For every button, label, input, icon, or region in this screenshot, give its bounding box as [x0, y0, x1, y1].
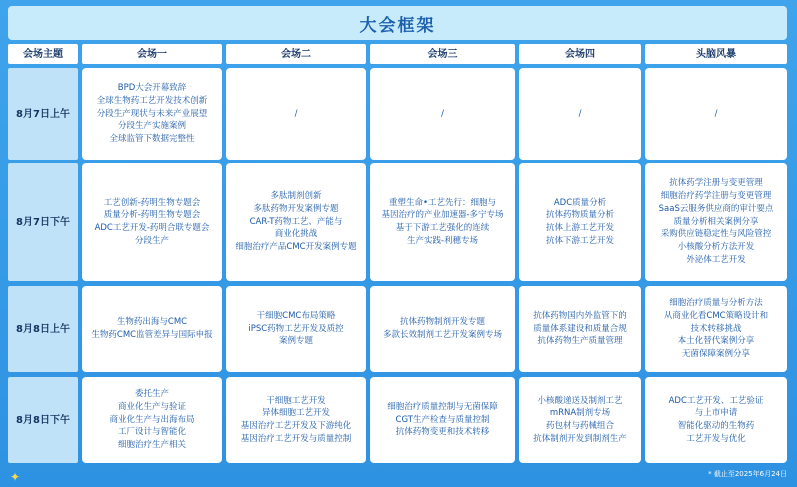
session-item: 抗体药物国内外监管下的 [533, 310, 627, 321]
row-label: 8月8日下午 [8, 377, 78, 463]
sparkle-icon: ✦ [10, 470, 21, 484]
session-cell [645, 163, 787, 281]
session-item: 质量分析相关案例分享 [673, 216, 759, 227]
session-item: 技术转移挑战 [690, 323, 742, 334]
session-cell [226, 377, 366, 463]
page-title: 大会框架 [8, 6, 787, 40]
session-item: 细胞治疗质量控制与无菌保障 [387, 401, 498, 412]
session-cell [645, 286, 787, 372]
session-cell [82, 377, 222, 463]
session-item: 工艺创新-药明生物专题会 [103, 197, 201, 208]
session-item: ADC工艺开发-药明合联专题会 [94, 223, 210, 233]
session-item: 抗体上游工艺开发 [545, 223, 614, 233]
session-item: 细胞治疗药学注册与变更管理 [660, 191, 772, 202]
session-item: 从商业化看CMC策略设计和 [663, 310, 769, 321]
session-item: 小核酸分析方法开发 [677, 242, 755, 253]
session-item: 本土化替代案例分享 [677, 336, 755, 347]
session-cell [519, 163, 641, 281]
session-item: BPD大会开幕致辞 [117, 83, 187, 94]
session-item: 分段生产 [134, 235, 169, 246]
header-theme: 会场主题 [8, 44, 78, 64]
session-item: ADC工艺开发、工艺验证 [668, 395, 764, 406]
session-item: 分段生产现状与未来产业展望 [96, 108, 208, 119]
session-item: 抗体制剂开发到制剂生产 [533, 433, 627, 444]
header-column-3: 会场三 [370, 44, 515, 64]
session-item: 与上市申请 [694, 408, 738, 419]
session-item: iPSC药物工艺开发及质控 [248, 323, 344, 334]
session-cell [370, 163, 515, 281]
session-item: 分段生产实施案例 [117, 121, 186, 132]
session-item: 抗体药物生产质量管理 [537, 336, 623, 347]
session-item: 抗体药物变更和技术转移 [395, 427, 490, 438]
session-item: 抗体药物质量分析 [545, 210, 614, 221]
session-item: / [441, 108, 444, 119]
header-column-2: 会场二 [226, 44, 366, 64]
session-cell [226, 68, 366, 160]
session-item: 商业化生产与验证 [117, 401, 186, 412]
row-label: 8月8日上午 [8, 286, 78, 372]
session-item: 细胞治疗质量与分析方法 [669, 298, 763, 309]
session-item: / [578, 108, 582, 119]
session-item: / [294, 108, 298, 119]
session-item: ADC质量分析 [553, 197, 607, 208]
session-cell [226, 286, 366, 372]
session-cell [370, 286, 515, 372]
session-item: 生物药CMC监管差异与国际申报 [91, 330, 213, 340]
session-item: mRNA制剂专场 [549, 408, 611, 419]
session-item: 重塑生命•工艺先行：细胞与 [388, 197, 496, 208]
row-label: 8月7日下午 [8, 163, 78, 281]
session-cell [519, 377, 641, 463]
session-item: 基因治疗工艺开发与质量控制 [240, 433, 352, 444]
session-item: 细胞治疗生产相关 [117, 440, 186, 451]
header-column-5: 头脑风暴 [645, 44, 787, 64]
session-item: 抗体下游工艺开发 [545, 235, 614, 246]
session-cell [82, 286, 222, 372]
session-item: 商业化生产与出海布局 [109, 414, 195, 425]
session-item: 工艺开发与优化 [686, 433, 746, 444]
session-item: 抗体药物制剂开发专题 [399, 317, 485, 328]
row-label: 8月7日上午 [8, 68, 78, 160]
session-item: 质量分析-药明生物专题会 [103, 210, 201, 221]
session-item: 案例专题 [278, 336, 313, 347]
session-item: 采购供应链稳定性与风险管控 [660, 229, 772, 240]
session-item: 多款长效制剂工艺开发案例专场 [382, 330, 502, 340]
session-item: 多肽制剂创新 [270, 191, 322, 202]
session-item: 基因治疗工艺开发及下游纯化 [240, 421, 352, 431]
session-item: 质量体系建设和质量合规 [533, 323, 627, 334]
session-item: 异体细胞工艺开发 [261, 408, 330, 419]
session-item: CAR-T药物工艺、产能与 [249, 216, 343, 227]
session-item: 生物药出海与CMC [116, 317, 188, 328]
session-item: 工厂设计与智能化 [117, 427, 186, 438]
session-item: 全球生物药工艺开发技术创新 [96, 95, 208, 106]
session-item: 抗体药学注册与变更管理 [669, 178, 763, 189]
session-item: 药包材与药械组合 [545, 421, 614, 431]
session-cell [370, 377, 515, 463]
session-item: 全球监管下数据完整性 [109, 134, 195, 145]
footnote: * 截止至2025年6月24日 [708, 470, 787, 478]
session-item: 干细胞工艺开发 [266, 395, 326, 406]
session-cell [645, 377, 787, 463]
header-column-4: 会场四 [519, 44, 641, 64]
session-item: 细胞治疗产品CMC开发案例专题 [235, 242, 357, 253]
session-cell [82, 163, 222, 281]
session-item: 基因治疗的产业加速器-多宁专场 [381, 210, 504, 221]
session-item: SaaS云服务供应商的审计要点 [658, 203, 774, 214]
session-cell [370, 68, 515, 160]
session-cell [519, 286, 641, 372]
session-cell [645, 68, 787, 160]
session-cell [226, 163, 366, 281]
session-item: 小核酸递送及制剂工艺 [537, 395, 623, 406]
session-cell [519, 68, 641, 160]
session-item: / [714, 108, 718, 119]
session-item: 多肽药物开发案例专题 [253, 203, 339, 214]
session-item: 商业化挑战 [274, 229, 318, 240]
session-item: 基于下游工艺强化的连续 [395, 223, 490, 233]
session-item: 委托生产 [134, 389, 169, 400]
session-item: 干细胞CMC布局策略 [256, 310, 336, 321]
session-item: 生产实践-利穗专场 [406, 235, 479, 246]
session-item: 无菌保障案例分享 [681, 349, 750, 360]
session-cell [82, 68, 222, 160]
session-item: 智能化驱动的生物药 [677, 421, 755, 431]
header-column-1: 会场一 [82, 44, 222, 64]
session-item: 外泌体工艺开发 [686, 254, 746, 265]
session-item: CGT生产检查与质量控制 [395, 414, 490, 425]
